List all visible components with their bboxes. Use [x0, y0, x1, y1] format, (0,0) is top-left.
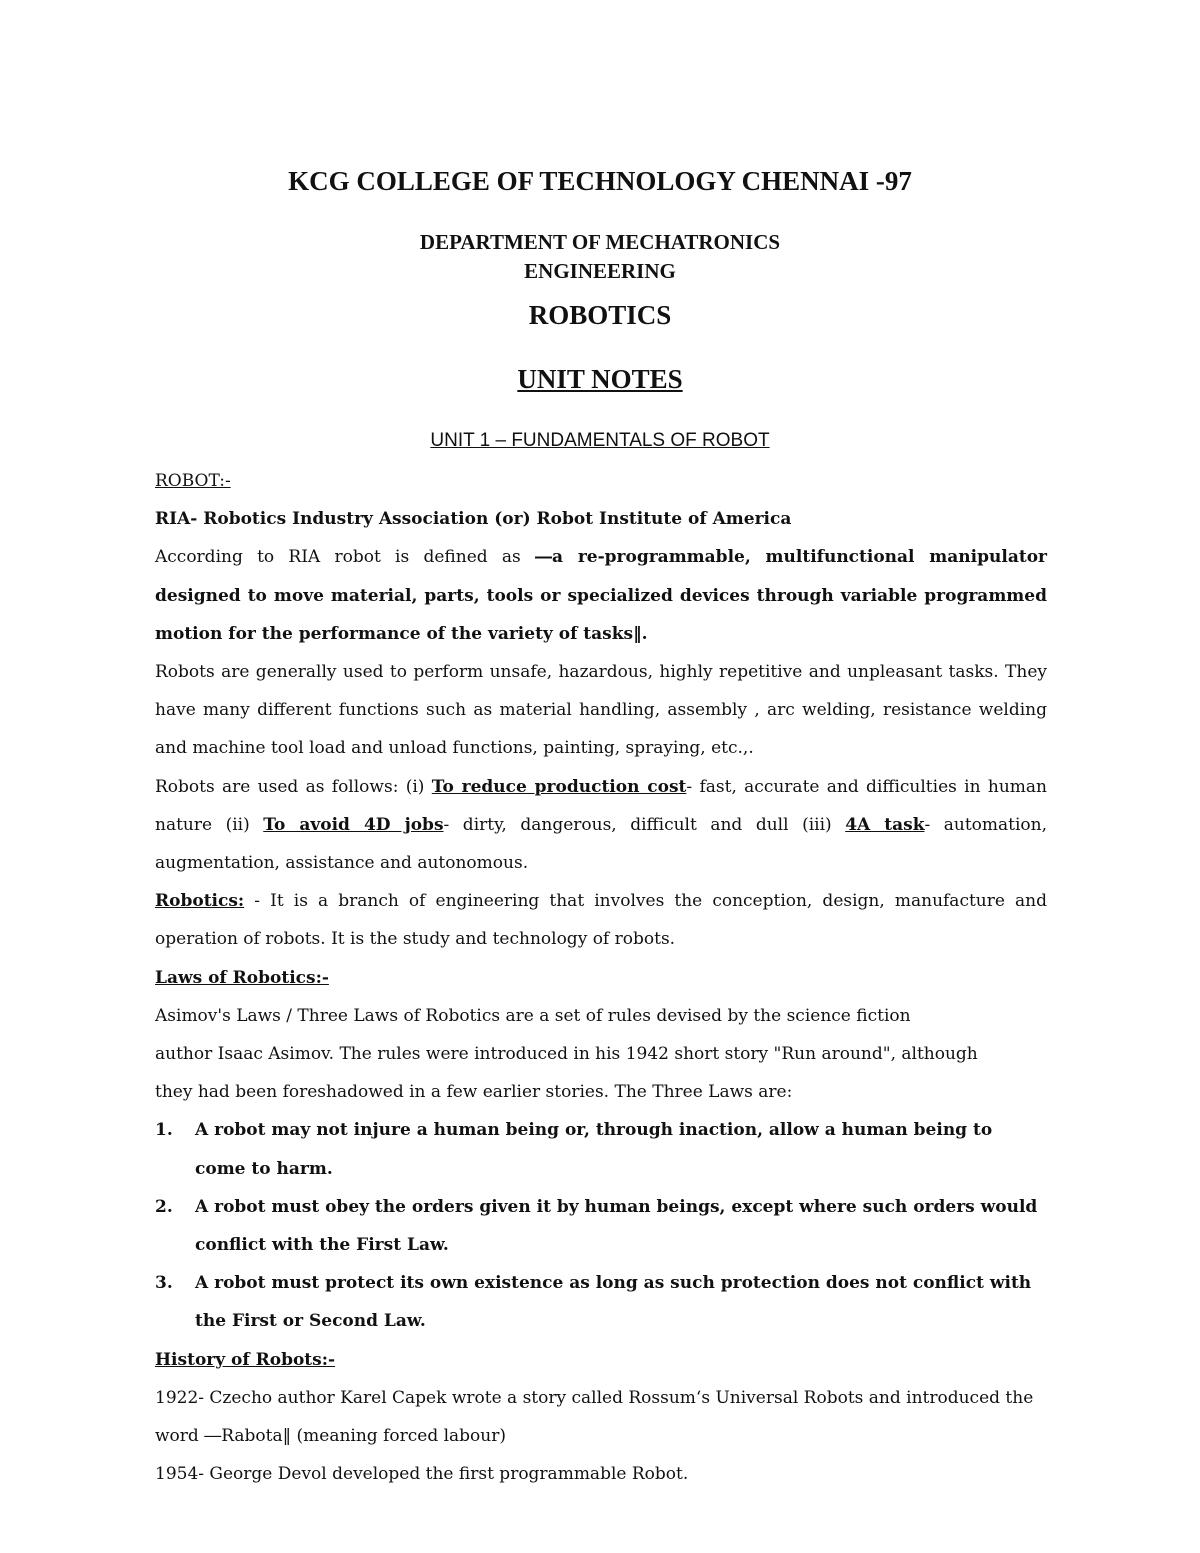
history-entry-1: 1922- Czecho author Karel Capek wrote a story called Rossum‘s Universal Robots and introduced the word ―Rabota‖ (meaning forced labour)	[155, 1387, 1034, 1447]
list-item	[155, 1111, 1047, 1187]
laws-heading	[155, 959, 1047, 997]
history-entry-2: 1954- George Devol developed the first programmable Robot.	[155, 1464, 689, 1485]
robotics-text: - It is a branch of engineering that involves the conception, design, manufacture and operation of robots. It is the study and technology of robots.	[155, 891, 1047, 950]
robot-heading	[155, 462, 1047, 500]
robot-heading-text: ROBOT:-	[155, 471, 231, 491]
definition-intro: According to RIA robot is defined as	[155, 547, 536, 568]
laws-intro-line-2: author Isaac Asimov. The rules were introduced in his 1942 short story "Run around", although	[155, 1044, 978, 1065]
laws-intro-line-1: Asimov's Laws / Three Laws of Robotics are a set of rules devised by the science fiction	[155, 1005, 911, 1026]
history-heading-text: History of Robots:-	[155, 1349, 336, 1370]
purpose-2-text: - dirty, dangerous, difficult and dull (iii)	[443, 814, 846, 835]
laws-intro-line-3: they had been foreshadowed in a few earlier stories. The Three Laws are:	[155, 1082, 793, 1103]
definition-text: ―a re-programmable, multifunctional manipulator designed to move material, parts, tools or specialized devices through variable programmed motion for the performance of the variety of tasks‖.	[155, 547, 1047, 644]
purpose-1-text: - fast, accurate and difficulties in human nature (ii)	[155, 776, 1047, 835]
department-line-1: DEPARTMENT OF MECHATRONICS	[419, 230, 781, 254]
list-item-text: A robot must obey the orders given it by human beings, except where such orders would conflict with the First Law.	[195, 1196, 1038, 1256]
department-title	[0, 228, 1200, 286]
list-item-number: 3.	[155, 1273, 173, 1294]
list-item	[155, 1264, 1047, 1340]
laws-list	[155, 1111, 1047, 1340]
purposes-intro: Robots are used as follows: (i)	[155, 776, 432, 797]
college-title: KCG COLLEGE OF TECHNOLOGY CHENNAI -97	[288, 166, 912, 196]
ria-line: RIA- Robotics Industry Association (or) Robot Institute of America	[155, 509, 792, 530]
document-body	[155, 462, 1047, 1493]
robot-uses: Robots are generally used to perform unsafe, hazardous, highly repetitive and unpleasant tasks. They have many different functions such as material handling, assembly , arc welding, resistance welding and machine tool load and unload functions, painting, spraying, etc.,.	[155, 662, 1047, 759]
list-item	[155, 1188, 1047, 1264]
robotics-definition	[155, 882, 1047, 958]
list-item-text: A robot may not injure a human being or, through inaction, allow a human being to come to harm.	[195, 1120, 993, 1179]
purpose-1-label: To reduce production cost	[431, 776, 687, 797]
robotics-label: Robotics:	[155, 891, 245, 912]
history-heading	[155, 1341, 1047, 1379]
list-item-number: 1.	[155, 1120, 173, 1141]
robot-definition	[155, 538, 1047, 653]
unit-title: UNIT 1 – FUNDAMENTALS OF ROBOT	[430, 430, 770, 451]
department-line-2: ENGINEERING	[524, 259, 676, 283]
list-item-text: A robot must protect its own existence as long as such protection does not conflict with the First or Second Law.	[195, 1273, 1032, 1332]
subject-title: ROBOTICS	[528, 300, 672, 330]
purpose-3-label: 4A task	[845, 814, 925, 835]
purpose-3-text: - automation, augmentation, assistance and autonomous.	[155, 814, 1048, 874]
notes-title: UNIT NOTES	[517, 364, 683, 394]
purpose-2-label: To avoid 4D jobs	[263, 814, 444, 835]
laws-heading-text: Laws of Robotics:-	[155, 967, 329, 988]
list-item-number: 2.	[155, 1196, 173, 1217]
robot-purposes	[155, 768, 1047, 883]
